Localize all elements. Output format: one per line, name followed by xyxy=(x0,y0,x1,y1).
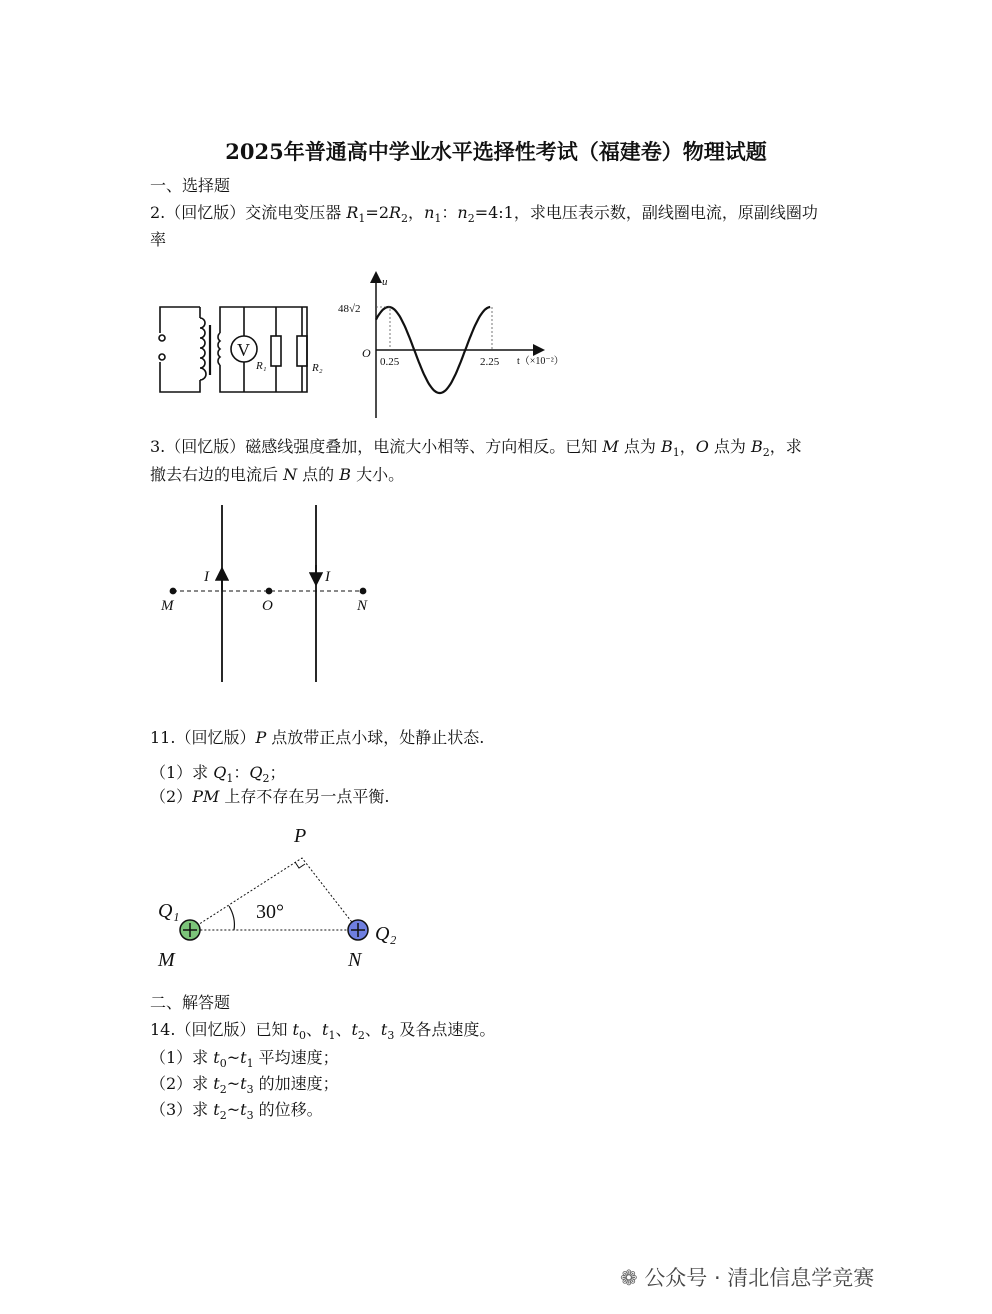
subscript: 2 xyxy=(357,1029,365,1043)
point-m xyxy=(171,589,176,594)
current-label-left: I xyxy=(204,569,209,585)
math-symbol: P xyxy=(255,728,267,747)
label-m: M xyxy=(161,598,174,614)
math-symbol: t xyxy=(213,1048,220,1067)
text-segment: 撤去右边的电流后 xyxy=(150,465,284,484)
peak-label: 48√2 xyxy=(338,303,361,315)
label-n: N xyxy=(348,949,362,971)
text-segment: ， xyxy=(679,437,696,456)
text-segment: =2 xyxy=(365,203,389,222)
text-segment: 3.（回忆版）磁感线强度叠加，电流大小相等、方向相反。已知 xyxy=(150,437,603,456)
text-segment: 平均速度； xyxy=(253,1048,339,1067)
math-symbol: N xyxy=(283,465,298,484)
subscript: 0 xyxy=(219,1057,227,1071)
voltage-time-graph xyxy=(376,274,542,418)
subscript: 2 xyxy=(219,1109,227,1123)
text-segment: ； xyxy=(269,763,286,782)
text-segment: 率 xyxy=(150,230,167,249)
text-segment: =4:1，求电压表示数，副线圈电流，原副线圈功 xyxy=(474,203,818,222)
subscript: 1 xyxy=(246,1057,254,1071)
math-symbol: t xyxy=(213,1074,220,1093)
text-segment: ~ xyxy=(226,1074,241,1093)
text-segment: 2.（回忆版）交流电变压器 xyxy=(150,203,347,222)
text-segment: 11.（回忆版） xyxy=(150,728,256,747)
text-segment: 大小。 xyxy=(351,465,405,484)
text-segment: 、 xyxy=(305,1020,322,1039)
current-label-right: I xyxy=(325,569,330,585)
math-symbol: R xyxy=(389,203,402,222)
subscript: 1 xyxy=(672,446,680,460)
u-axis-label: u xyxy=(382,276,388,288)
subscript: 1 xyxy=(434,212,442,226)
text-segment: ~ xyxy=(226,1048,241,1067)
charges-triangle-figure xyxy=(180,858,368,940)
r2-label: R₂ xyxy=(312,362,323,374)
math-symbol: t xyxy=(292,1020,299,1039)
angle-label: 30° xyxy=(256,901,284,923)
subscript: 1 xyxy=(328,1029,336,1043)
math-symbol: B xyxy=(751,437,763,456)
subscript: 0 xyxy=(298,1029,306,1043)
resistor-r1 xyxy=(271,336,281,366)
text-segment: （1）求 xyxy=(150,763,214,782)
watermark-text: 公众号 · 清北信息学竞赛 xyxy=(644,1266,875,1290)
voltmeter-label: V xyxy=(237,340,250,360)
section-heading-answer: 二、解答题 xyxy=(150,993,231,1012)
text-segment: （3）求 xyxy=(150,1100,214,1119)
math-symbol: n xyxy=(457,203,468,222)
primary-coil xyxy=(200,318,206,380)
subscript: 2 xyxy=(219,1083,227,1097)
subscript: 3 xyxy=(246,1083,254,1097)
subscript: 2 xyxy=(762,446,770,460)
math-symbol: t xyxy=(351,1020,358,1039)
text-segment: ，求 xyxy=(769,437,802,456)
t-axis-label: t（×10⁻²） xyxy=(517,356,564,367)
label-p: P xyxy=(294,825,307,847)
wechat-icon: ❁ xyxy=(620,1266,645,1290)
math-symbol: Q xyxy=(213,763,227,782)
tick-label-0.25: 0.25 xyxy=(380,356,400,368)
math-symbol: t xyxy=(322,1020,329,1039)
document-title: 2025年普通高中学业水平选择性考试（福建卷）物理试题 xyxy=(225,139,767,164)
text-segment: （2）求 xyxy=(150,1074,214,1093)
math-symbol: n xyxy=(424,203,435,222)
subscript: 3 xyxy=(246,1109,254,1123)
math-symbol: t xyxy=(240,1074,247,1093)
label-q1: Q₁ xyxy=(158,900,180,922)
text-segment: ： xyxy=(233,763,250,782)
section-heading-choice: 一、选择题 xyxy=(150,176,231,195)
angle-arc xyxy=(229,906,234,930)
math-symbol: O xyxy=(695,437,709,456)
math-symbol: R xyxy=(346,203,359,222)
watermark xyxy=(620,1262,874,1292)
subscript: 1 xyxy=(226,772,234,786)
text-segment: 的加速度； xyxy=(253,1074,339,1093)
label-m: M xyxy=(158,949,175,971)
text-segment: 点为 xyxy=(618,437,661,456)
subscript: 2 xyxy=(467,212,475,226)
text-segment: （1）求 xyxy=(150,1048,214,1067)
origin-label: O xyxy=(362,346,371,360)
subscript: 2 xyxy=(401,212,409,226)
text-segment: （2） xyxy=(150,787,193,806)
math-symbol: B xyxy=(660,437,673,456)
math-symbol: t xyxy=(213,1100,220,1119)
parallel-wires-figure xyxy=(171,505,366,682)
subscript: 1 xyxy=(358,212,366,226)
input-terminal xyxy=(159,354,165,360)
point-n xyxy=(361,589,366,594)
resistor-r2 xyxy=(297,336,307,366)
point-o xyxy=(267,589,272,594)
math-symbol: M xyxy=(602,437,619,456)
text-segment: ~ xyxy=(226,1100,241,1119)
label-q2: Q₂ xyxy=(375,923,397,945)
math-symbol: Q xyxy=(249,763,263,782)
text-segment: 、 xyxy=(364,1020,381,1039)
text-segment: 及各点速度。 xyxy=(394,1020,496,1039)
text-segment: 的位移。 xyxy=(253,1100,323,1119)
right-angle-mark xyxy=(295,862,305,868)
text-segment: 点放带正点小球，处静止状态. xyxy=(266,728,485,747)
text-segment: ： xyxy=(441,203,458,222)
math-symbol: PM xyxy=(192,787,220,806)
text-segment: 上存不存在另一点平衡. xyxy=(219,787,390,806)
text-segment: 点为 xyxy=(708,437,752,456)
math-symbol: t xyxy=(240,1048,247,1067)
label-o: O xyxy=(262,598,273,614)
subscript: 2 xyxy=(262,772,270,786)
math-symbol: t xyxy=(240,1100,247,1119)
r1-label: R₁ xyxy=(256,360,267,372)
tick-label-2.25: 2.25 xyxy=(480,356,500,368)
secondary-coil xyxy=(218,333,220,365)
transformer-circuit xyxy=(159,307,307,392)
text-segment: 、 xyxy=(335,1020,352,1039)
math-symbol: t xyxy=(380,1020,388,1039)
subscript: 3 xyxy=(387,1029,395,1043)
text-segment: 14.（回忆版）已知 xyxy=(150,1020,293,1039)
label-n: N xyxy=(357,598,368,614)
math-symbol: B xyxy=(339,465,352,484)
input-terminal xyxy=(159,335,165,341)
text-segment: ， xyxy=(408,203,425,222)
text-segment: 点的 xyxy=(297,465,340,484)
